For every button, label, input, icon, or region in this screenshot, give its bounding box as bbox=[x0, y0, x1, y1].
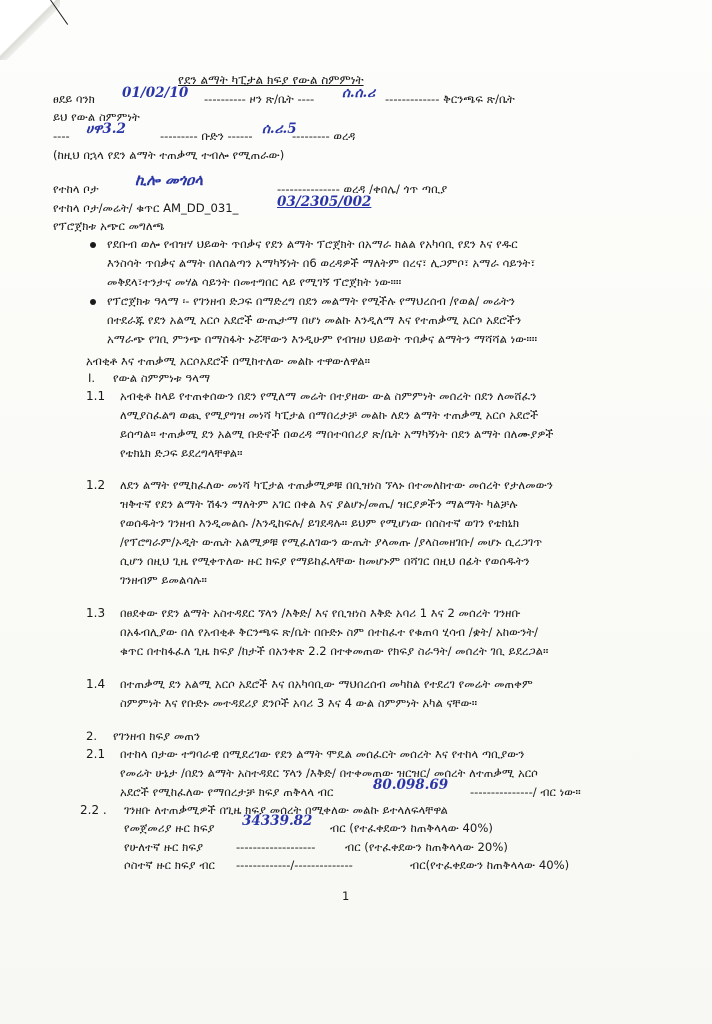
project-summary-heading: የፕሮጀክቱ አጭር መግለጫ bbox=[53, 219, 165, 233]
group-label: --------- ቡድን ------ bbox=[160, 129, 253, 143]
paragraph-1-4-line-1: በተጠቃሚ ደን አልሚ አርሶ አደሮች እና በአካባቢው ማህበረሰብ መካከል የተደረገ የመሬት መጠቀም bbox=[120, 677, 533, 691]
payment-row-1-tail: ብር (የተፈቀደውን ከጠቅላላው 40%) bbox=[330, 821, 493, 835]
bullet-marker bbox=[90, 299, 96, 305]
bank-label: ፀደይ ባንክ bbox=[53, 92, 95, 106]
payment-row-3-blank: -------------/-------------- bbox=[236, 858, 353, 872]
woreda-handwritten: ሰ.ሪ.5 bbox=[262, 121, 297, 137]
payment-row-3-label: ሶስተኛ ዙር ክፍያ ብር bbox=[124, 858, 215, 872]
document-title: የደን ልማት ካፒታል ክፍያ የውል ስምምነት bbox=[178, 73, 364, 87]
paragraph-1-2-line-5: ሲሆን በዚህ ጊዜ የሚቀጥለው ዙር ክፍያ የማይከፈላቸው ከመሆኑም በሻገር በዚህ በፊት የወሰዱትን bbox=[120, 554, 530, 568]
paragraph-1-1-line-2: ለሚያስፈልግ ወጪ የሚያግዝ መነሻ ካፒታል በማበረታቻ መልኩ ለደን ልማት ተጠቃሚ አርሶ አደሮች bbox=[120, 408, 539, 422]
group-handwritten: ሀዋ3.2 bbox=[86, 121, 126, 137]
planting-site-label: የተከላ ቦታ bbox=[53, 182, 99, 196]
paragraph-2-1-number: 2.1 bbox=[86, 747, 106, 761]
bullet-marker bbox=[90, 242, 96, 248]
paragraph-1-3-line-1: በፀደቀው የደን ልማት አስተዳደር ኘላን /እቅድ/ እና የቢዝነስ እቅድ አባሪ 1 እና 2 መሰረት ገንዘቡ bbox=[120, 606, 521, 620]
paragraph-2-1-line-2: የመሬት ሁኔታ /በደን ልማት አስተዳደር ኘላን /እቅድ/ በተቀመጠው ዝርዝር/ መሰረት ለተጠቃሚ አርሶ bbox=[120, 766, 538, 780]
plot-number-label: የተከላ ቦታ/መሬት/ ቁጥር AM_DD_031_ bbox=[53, 201, 239, 215]
section-1-title: የውል ስምምነቱ ዓላማ bbox=[113, 371, 211, 385]
branch-label: ------------- ቅርንጫፍ ጽ/ቤት bbox=[385, 92, 515, 106]
dash-prefix: ---- bbox=[53, 129, 70, 143]
paragraph-1-1-number: 1.1 bbox=[86, 389, 106, 403]
planting-site-handwritten: ኪሎ መጎዐላ bbox=[135, 171, 203, 189]
zone-handwritten: ሰ.ሰ.ሪ bbox=[342, 85, 376, 101]
paragraph-1-3-line-3: ቁጥር በተከፋፈለ ጊዜ ክፍያ /ከታች በአንቀጽ 2.2 በተቀመጠው የክፍያ ስራዓት/ መሰረት ገቢ ይደረጋል። bbox=[120, 644, 549, 658]
paragraph-1-3-line-2: በአፋብሊያው በለ የአብቂቶ ቅርንጫፍ ጽ/ቤት በቡድኑ ስም በተከፈተ የቁጠባ ሂሳብ /ቋት/ አከውንት/ bbox=[120, 625, 539, 639]
paragraph-1-4-line-2: ስምምነት እና የቡድኑ መተዳደሪያ ደንቦች አባሪ 3 እና 4 ውል ስምምነት አካል ናቸው። bbox=[120, 696, 478, 710]
paragraph-1-2-number: 1.2 bbox=[86, 478, 106, 492]
payment-row-2-blank: ------------------- bbox=[236, 840, 316, 854]
total-amount-tail: ---------------/ ብር ነው። bbox=[470, 785, 581, 799]
payment-row-1-handwritten: 34339.82 bbox=[242, 813, 313, 829]
payment-row-3-tail: ብር(የተፈቀደውን ከጠቅላላው 40%) bbox=[410, 858, 570, 872]
paragraph-1-2-line-6: ገንዘብም ይመልሳሉ። bbox=[120, 573, 207, 587]
section-2-number: 2. bbox=[86, 729, 98, 743]
section-2-title: የገንዘብ ክፍያ መጠን bbox=[113, 729, 201, 743]
beneficiary-note: (ከዚህ በኋላ የደን ልማት ተጠቃሚ ተብሎ የሚጠራው) bbox=[53, 148, 285, 162]
payment-schedule-intro: ገንዘቡ ለተጠቃሚዎች በጊዜ ክፍያ መሰረት በሚቀለው መልኩ ይተላለፍላቸዋል bbox=[124, 803, 448, 817]
paragraph-2-2-number: 2.2 . bbox=[80, 803, 107, 817]
payment-row-1-label: የመጀመሪያ ዙር ክፍያ bbox=[124, 821, 215, 835]
contract-intro: ይህ የውል ስምምነት bbox=[53, 110, 140, 124]
paragraph-1-1-line-1: አብቂቶ ከላይ የተጠቀሰውን በደን የሚለማ መሬት በተያዘው ውል ስምምነት መሰረት በደን ለመሸፈን bbox=[120, 389, 537, 403]
paragraph-1-2-line-1: ለደን ልማት የሚከፈለው መነሻ ካፒታል ተጠቃሚዎቹ በቢዝነስ ኘላኑ በተመለከተው መሰረት የታለመውን bbox=[120, 478, 553, 492]
woreda-label: --------- ወረዳ bbox=[292, 129, 356, 143]
parties-intro: አብቂቶ እና ተጠቃሚ አርሶአደሮች በሚከተለው መልኩ ተዋውለዋል። bbox=[86, 354, 371, 368]
bullet-1-line-3: መቅደላ፣ተንታና መሃል ሳይንት በመተግበር ላይ የሚገኝ ፕሮጀክት ነው።። bbox=[107, 275, 402, 289]
payment-row-2-label: የሁለተኛ ዙር ክፍያ bbox=[124, 840, 204, 854]
paragraph-1-4-number: 1.4 bbox=[86, 677, 106, 691]
planting-site-tail: --------------- ወረዳ /ቀበሌ/ ጎጥ ጣቢያ bbox=[277, 182, 448, 196]
bullet-1-line-2: እንስሳት ጥበቃና ልማት በለሰልጣን አማካኝነት በ6 ወረዳዎች ማለትም በረና፣ ሊጋምቦ፣ አማራ ሳይንት፣ bbox=[107, 256, 536, 270]
paragraph-1-2-line-2: ዝቅተኛ የደን ልማት ሽፋን ማለትም አገር በቀል እና ያልሆኑ/መጤ/ ዝርያዎችን ማልማት ካልቻሉ bbox=[120, 497, 518, 511]
paragraph-1-2-line-3: የወሰዱትን ገንዘብ እንዲመልሱ /እንዲከፍሉ/ ይገደዳሉ። ይህም የሚሆነው በሰስተኛ ወገን የቴክኒክ bbox=[120, 516, 520, 530]
bullet-2-line-1: የፕሮጀክቱ ዓላማ ፡- የገንዘብ ድጋፍ በማድረግ በደን መልማት የሚችሉ የማህረሰብ /የወል/ መሬትን bbox=[107, 294, 515, 308]
total-amount-handwritten: 80.098.69 bbox=[373, 777, 449, 793]
bullet-2-line-3: አማራጭ የገቢ ምንጭ በማስፋት ኑሯቸውን እንዲሁም የብዝሀ ህይወት ጥበቃና ልማትን ማሻሻል ነው።። bbox=[107, 332, 538, 346]
bullet-1-line-1: የደቡብ ወሎ የብዝሃ ህይወት ጥበቃና የደን ልማት ፕሮጀክት በአማራ ክልል የአካባቢ የደን እና የዱር bbox=[107, 237, 518, 251]
page-number: 1 bbox=[342, 889, 350, 903]
section-1-number: I. bbox=[88, 371, 96, 385]
payment-row-2-tail: ብር (የተፈቀደውን ከጠቅላላው 20%) bbox=[345, 840, 508, 854]
paragraph-2-1-line-1: በተከላ በታው ተግባራዊ በሚደረገው የደን ልማት ሞዴል መሰፈርት መሰረት እና የተከላ ጣቢያውን bbox=[120, 747, 525, 761]
bullet-2-line-2: በተደራጁ የደን አልሚ አርሶ አደሮች ውጤታማ በሆነ መልኩ እንዲለማ እና የተጠቃሚ አርሶ አደሮችን bbox=[107, 313, 522, 327]
zone-label: ---------- ዞን ጽ/ቤት ---- bbox=[204, 92, 315, 106]
paragraph-1-1-line-3: ይሰጣል። ተጠቃሚ ደን አልሚ ቡድኖች በወረዳ ማበተባበሪያ ጽ/ቤት አማካኝነት በደን ልማት በለሙያዎች bbox=[120, 427, 554, 441]
paragraph-1-2-line-4: /የፕሮግራም/ኦዲት ውጤት አልሚዎቹ የሚፈለገውን ውጤት ያላመጡ /ያላስመዘገቡ/ መሆኑ ሲረጋገጥ bbox=[120, 535, 543, 549]
paragraph-2-1-line-3: አደሮች የሚከፈለው የማበረታቻ ክፍያ ጠቅላላ ብር bbox=[120, 785, 334, 799]
paragraph-1-3-number: 1.3 bbox=[86, 606, 106, 620]
paragraph-1-1-line-4: የቴክኒክ ድጋፍ ይደረግላቸዋል። bbox=[120, 446, 243, 460]
folded-corner bbox=[0, 0, 60, 60]
date-handwritten: 01/02/10 bbox=[122, 85, 189, 101]
plot-number-handwritten: 03/2305/002 bbox=[277, 194, 372, 210]
